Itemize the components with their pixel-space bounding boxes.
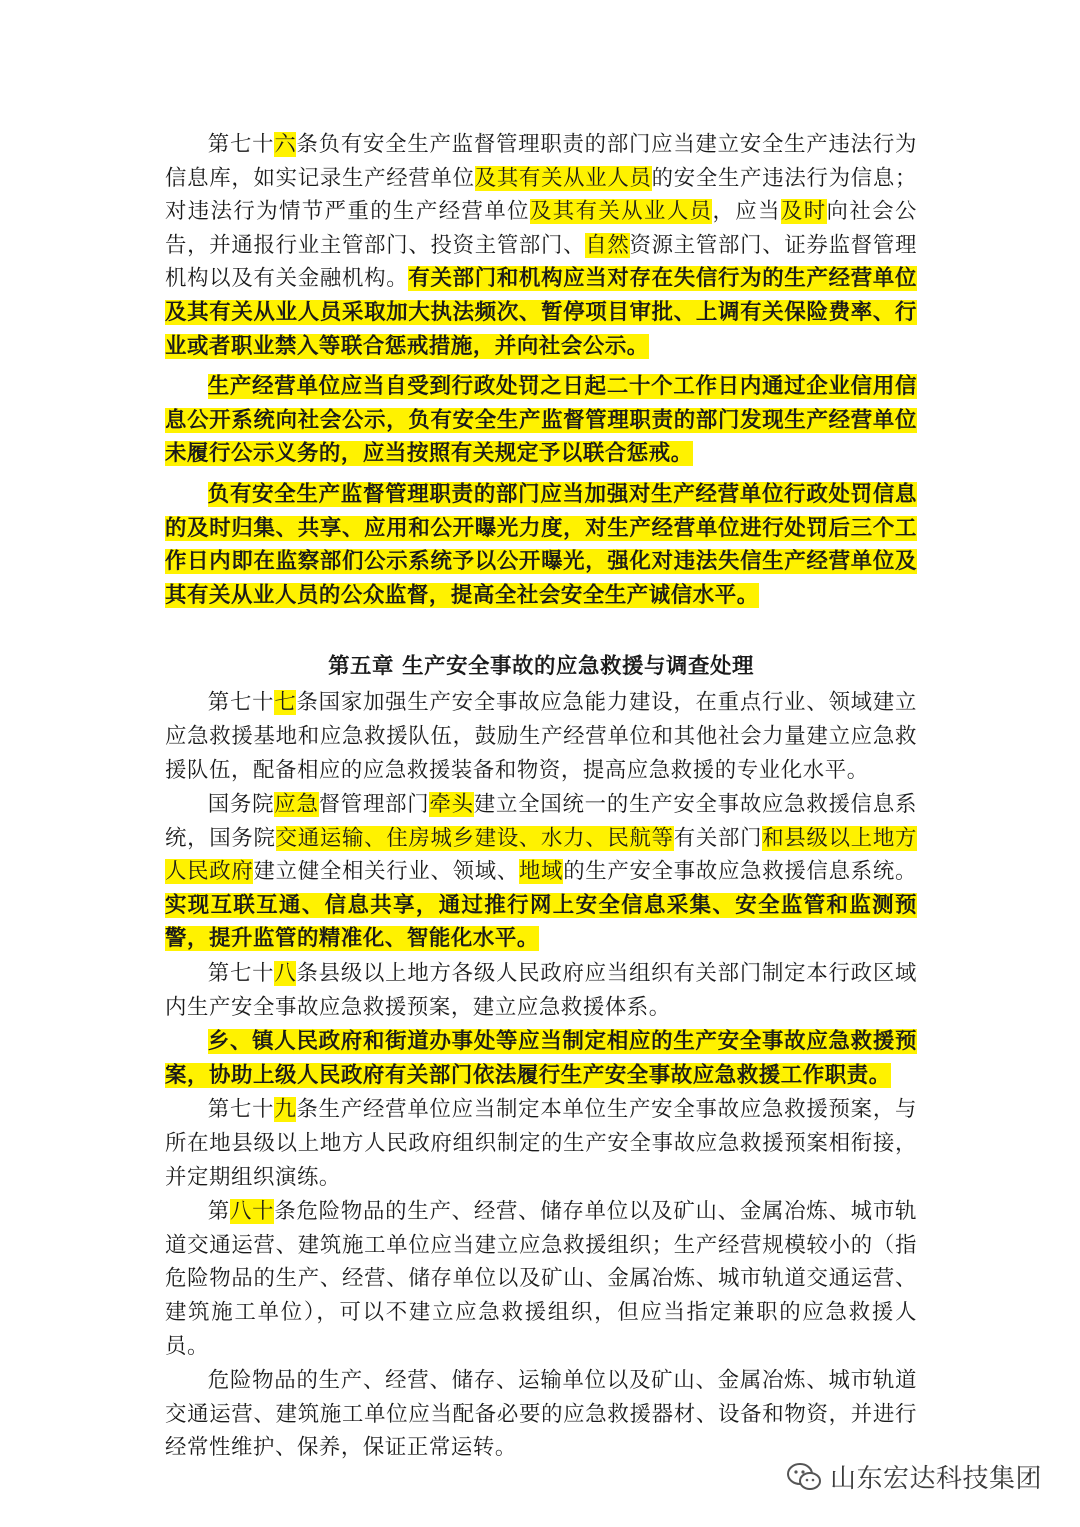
article-76-paragraph-3	[165, 478, 917, 612]
highlighted-text: 负有安全生产监督管理职责的部门应当加强对生产经营单位行政处罚信息的及时归集、共享、应用和公开曝光力度，对生产经营单位进行处罚后三个工作日内即在监察部们公示系统予以公开曝光，强化对违法失信生产经营单位及其有关从业人员的公众监督，提高全社会安全生产诚信水平。	[165, 481, 917, 608]
text-run: 国务院	[207, 792, 275, 818]
highlighted-text: 及时	[780, 199, 827, 225]
text-run: 危险物品的生产、经营、储存、运输单位以及矿山、金属冶炼、城市轨道交通运营、建筑施工单位应当配备必要的应急救援器材、设备和物资，并进行经常性维护、保养，保证正常运转。	[165, 1368, 917, 1461]
highlighted-text: 自然	[585, 232, 630, 258]
article-76-paragraph-1	[165, 128, 917, 363]
highlighted-text: 九	[274, 1097, 297, 1123]
text-run: 资源主管部门、证券监督管理机构以及有关金融机构。	[165, 232, 917, 292]
highlighted-text: 八十	[229, 1199, 275, 1225]
article-77-paragraph-1	[165, 686, 917, 787]
text-run: 向社会公告，并通报行业主管部门、投资主管部门、	[165, 199, 917, 258]
highlighted-text: 七	[274, 690, 297, 716]
article-80-paragraph-1	[165, 1195, 917, 1363]
highlighted-text: 实现互联互通、信息共享，通过推行网上安全信息采集、安全监管和监测预警，提升监管的精准化、智能化水平。	[165, 892, 917, 952]
text-run: 第七十	[207, 132, 275, 157]
highlighted-text: 有关部门和机构应当对存在失信行为的生产经营单位及其有关从业人员采取加大执法频次、暂停项目审批、上调有关保险费率、行业或者职业禁入等联合惩戒措施，并向社会公示。	[165, 266, 917, 359]
highlighted-text: 交通运输、住房城乡建设、水力、民航等	[275, 825, 674, 851]
text-run: 条危险物品的生产、经营、储存单位以及矿山、金属冶炼、城市轨道交通运营、建筑施工单位应当建立应急救援组织；生产经营规模较小的（指危险物品的生产、经营、储存单位以及矿山、金属冶炼、城市轨道交通运营、建筑施工单位），可以不建立应急救援组织，但应当指定兼职的应急救援人员。	[165, 1199, 917, 1359]
article-79-paragraph-1	[165, 1093, 917, 1194]
text-run: 条县级以上地方各级人民政府应当组织有关部门制定本行政区域内生产安全事故应急救援预案，建立应急救援体系。	[165, 961, 917, 1020]
watermark	[786, 1458, 1042, 1495]
article-78-paragraph-2	[165, 1025, 917, 1092]
text-run: 督管理部门	[318, 792, 430, 818]
watermark-text: 山东宏达科技集团	[829, 1464, 1042, 1494]
article-80-paragraph-2	[165, 1364, 917, 1465]
article-78-paragraph-1	[165, 957, 917, 1024]
text-run: 的安全生产违法行为信息；对违法行为情节严重的生产经营单位	[165, 165, 917, 225]
text-run: 第七十	[207, 961, 275, 987]
text-run: 建立全国统一的生产安全事故应急救援信息系统，国务院	[165, 792, 917, 851]
highlighted-text: 和县级以上地方人民政府	[165, 825, 917, 885]
highlighted-text: 生产经营单位应当自受到行政处罚之日起二十个工作日内通过企业信用信息公开系统向社会公示，负有安全生产监督管理职责的部门发现生产经营单位未履行公示义务的，应当按照有关规定予以联合惩戒。	[165, 374, 917, 467]
text-run: 条国家加强生产安全事故应急能力建设，在重点行业、领域建立应急救援基地和应急救援队伍，鼓励生产经营单位和其他社会力量建立应急救援队伍，配备相应的应急救援装备和物资，提高应急救援的专业化水平。	[165, 690, 917, 783]
highlighted-text: 及其有关从业人员	[474, 165, 652, 191]
text-run: 建立健全相关行业、领域、	[253, 859, 519, 885]
chapter-5-title: 第五章 生产安全事故的应急救援与调查处理	[328, 654, 754, 680]
highlighted-text: 及其有关从业人员	[529, 199, 713, 225]
article-77-paragraph-2	[165, 788, 917, 956]
highlighted-text: 地域	[518, 859, 564, 885]
highlighted-text: 应急	[274, 792, 319, 818]
text-run: 第七十	[207, 1097, 275, 1123]
text-run: 第	[207, 1199, 230, 1225]
wechat-official-account-icon	[786, 1462, 822, 1492]
text-run: 条负有安全生产监督管理职责的部门应当建立安全生产违法行为信息库，如实记录生产经营单位	[165, 132, 917, 191]
text-run: ，应当	[712, 199, 781, 225]
text-run: 的生产安全事故应急救援信息系统。	[563, 859, 917, 885]
highlighted-text: 八	[274, 961, 297, 987]
article-76-paragraph-2	[165, 370, 917, 471]
document-page	[165, 128, 917, 1465]
text-run: 条生产经营单位应当制定本单位生产安全事故应急救援预案，与所在地县级以上地方人民政府组织制定的生产安全事故应急救援预案相衔接，并定期组织演练。	[165, 1097, 917, 1190]
text-run: 第七十	[207, 690, 275, 716]
text-run: 有关部门	[673, 825, 763, 851]
highlighted-text: 乡、镇人民政府和街道办事处等应当制定相应的生产安全事故应急救援预案，协助上级人民政府有关部门依法履行生产安全事故应急救援工作职责。	[165, 1029, 917, 1088]
highlighted-text: 牵头	[429, 792, 474, 818]
highlighted-text: 六	[274, 132, 297, 157]
